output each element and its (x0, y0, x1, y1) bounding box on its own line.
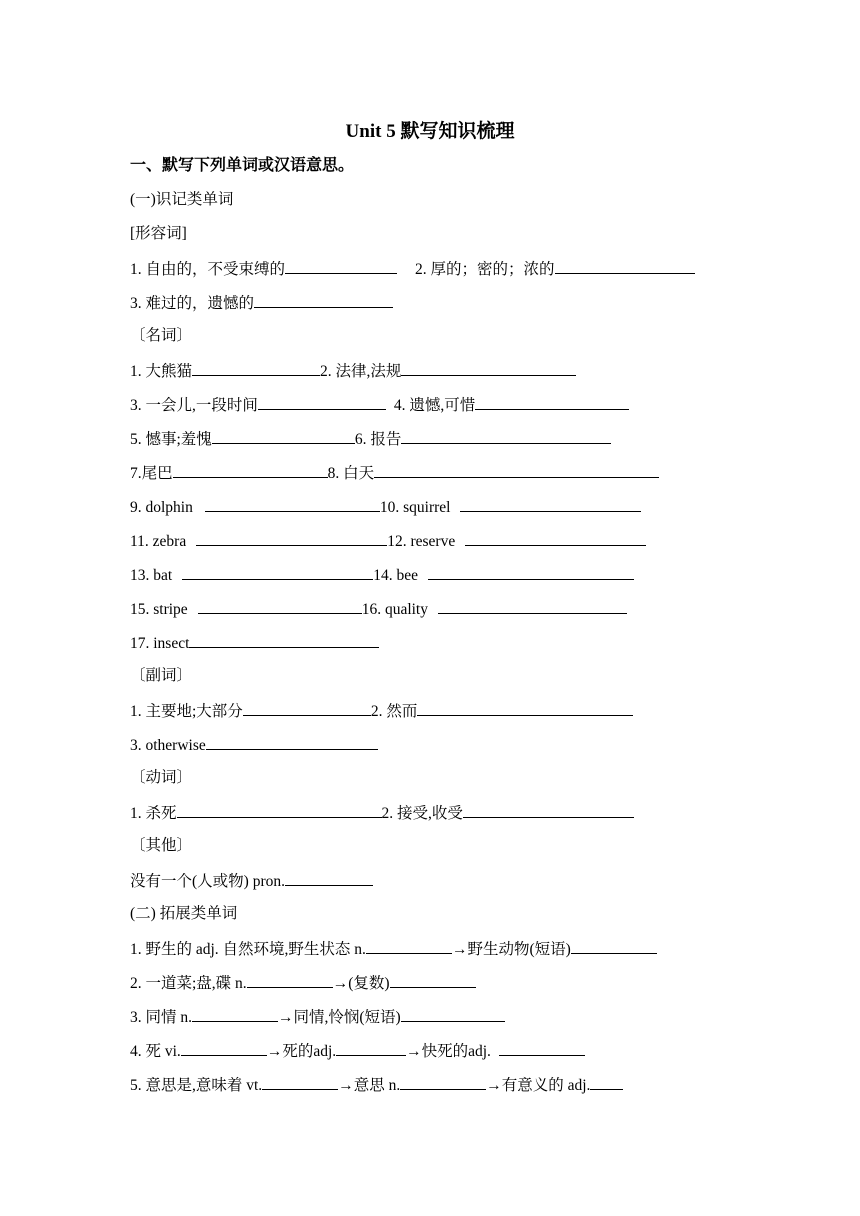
noun-row-2 (130, 394, 629, 416)
answer-blank[interactable] (205, 496, 380, 512)
answer-blank[interactable] (366, 938, 452, 954)
item-label: 4. 遗憾,可惜 (393, 397, 476, 414)
item-label: 2. 接受,收受 (381, 805, 463, 822)
verb-row-1 (130, 802, 634, 824)
item-label: 5. 意思是,意味着 vt. (130, 1077, 263, 1094)
answer-blank[interactable] (192, 1006, 278, 1022)
item-label: 1. 主要地;大部分 (130, 703, 243, 720)
item-label: 9. dolphin (130, 499, 193, 516)
answer-blank[interactable] (198, 598, 362, 614)
item-label: →意思 n. (338, 1077, 401, 1094)
extension-row-1 (130, 938, 657, 960)
noun-row-9 (130, 632, 379, 654)
answer-blank[interactable] (247, 972, 333, 988)
adjective-row-2 (130, 292, 393, 314)
extension-row-3 (130, 1006, 505, 1028)
adverb-header: 〔副词〕 (130, 667, 193, 684)
answer-blank[interactable] (212, 428, 355, 444)
item-label: 1. 自由的，不受束缚的 (130, 261, 286, 278)
answer-blank[interactable] (499, 1040, 585, 1056)
answer-blank[interactable] (374, 462, 659, 478)
answer-blank[interactable] (173, 462, 328, 478)
answer-blank[interactable] (182, 564, 373, 580)
answer-blank[interactable] (417, 700, 633, 716)
noun-row-6 (130, 530, 646, 552)
extension-row-2 (130, 972, 476, 994)
answer-blank[interactable] (189, 632, 379, 648)
item-label: 11. zebra (130, 533, 187, 550)
item-label: →有意义的 adj. (486, 1077, 591, 1094)
part-two-heading: (二) 拓展类单词 (130, 905, 238, 922)
item-label: 16. quality (361, 601, 428, 618)
item-label: 7.尾巴 (130, 465, 173, 482)
answer-blank[interactable] (475, 394, 629, 410)
answer-blank[interactable] (243, 700, 371, 716)
extension-row-5 (130, 1074, 623, 1096)
noun-row-4 (130, 462, 659, 484)
answer-blank[interactable] (438, 598, 627, 614)
adjective-header: [形容词] (130, 225, 187, 242)
item-label: 1. 杀死 (130, 805, 177, 822)
noun-row-8 (130, 598, 627, 620)
noun-row-3 (130, 428, 611, 450)
answer-blank[interactable] (571, 938, 657, 954)
item-label: →(复数) (332, 975, 390, 992)
answer-blank[interactable] (262, 1074, 338, 1090)
answer-blank[interactable] (390, 972, 476, 988)
adjective-row-1 (130, 258, 695, 280)
item-label: 1. 大熊猫 (130, 363, 193, 380)
item-label: →快死的adj. (406, 1043, 491, 1060)
noun-row-5 (130, 496, 641, 518)
answer-blank[interactable] (463, 802, 634, 818)
answer-blank[interactable] (401, 428, 611, 444)
answer-blank[interactable] (401, 1006, 505, 1022)
answer-blank[interactable] (400, 1074, 486, 1090)
answer-blank[interactable] (428, 564, 634, 580)
answer-blank[interactable] (465, 530, 646, 546)
item-label: 3. otherwise (130, 737, 206, 754)
item-label: 17. insect (130, 635, 190, 652)
answer-blank[interactable] (177, 802, 382, 818)
item-label: 13. bat (130, 567, 173, 584)
item-label: 6. 报告 (354, 431, 402, 448)
answer-blank[interactable] (460, 496, 641, 512)
item-label: 3. 同情 n. (130, 1009, 193, 1026)
item-label: 2. 然而 (370, 703, 418, 720)
item-label: 没有一个(人或物) pron. (130, 873, 285, 890)
section-heading: 一、默写下列单词或汉语意思。 (130, 157, 355, 174)
answer-blank[interactable] (285, 258, 397, 274)
adverb-row-2 (130, 734, 378, 756)
item-label: 5. 憾事;羞愧 (130, 431, 212, 448)
noun-row-7 (130, 564, 634, 586)
answer-blank[interactable] (254, 292, 393, 308)
answer-blank[interactable] (590, 1074, 623, 1090)
item-label: 8. 白天 (327, 465, 375, 482)
answer-blank[interactable] (206, 734, 378, 750)
part-one-heading: (一)识记类单词 (130, 191, 234, 208)
item-label: →死的adj. (266, 1043, 337, 1060)
answer-blank[interactable] (258, 394, 386, 410)
item-label: 1. 野生的 adj. 自然环境,野生状态 n. (130, 941, 366, 958)
answer-blank[interactable] (555, 258, 695, 274)
item-label: →野生动物(短语) (451, 941, 571, 958)
noun-header: 〔名词〕 (130, 327, 193, 344)
item-label: 2. 一道菜;盘,碟 n. (130, 975, 247, 992)
answer-blank[interactable] (285, 870, 373, 886)
item-label: 15. stripe (130, 601, 188, 618)
item-label: 4. 死 vi. (130, 1043, 181, 1060)
answer-blank[interactable] (192, 360, 320, 376)
item-label: 3. 一会儿,一段时间 (130, 397, 258, 414)
page-title: Unit 5 默写知识梳理 (345, 121, 515, 142)
answer-blank[interactable] (196, 530, 387, 546)
verb-header: 〔动词〕 (130, 769, 193, 786)
adverb-row-1 (130, 700, 633, 722)
item-label: 2. 厚的；密的；浓的 (415, 261, 555, 278)
item-label: 10. squirrel (379, 499, 451, 516)
other-row-1 (130, 870, 373, 892)
item-label: 2. 法律,法规 (320, 363, 402, 380)
item-label: 12. reserve (387, 533, 456, 550)
answer-blank[interactable] (401, 360, 576, 376)
answer-blank[interactable] (336, 1040, 406, 1056)
answer-blank[interactable] (181, 1040, 267, 1056)
other-header: 〔其他〕 (130, 837, 193, 854)
item-label: 3. 难过的，遗憾的 (130, 295, 255, 312)
item-label: 14. bee (373, 567, 418, 584)
noun-row-1 (130, 360, 576, 382)
item-label: →同情,怜悯(短语) (278, 1009, 401, 1026)
extension-row-4 (130, 1040, 585, 1062)
